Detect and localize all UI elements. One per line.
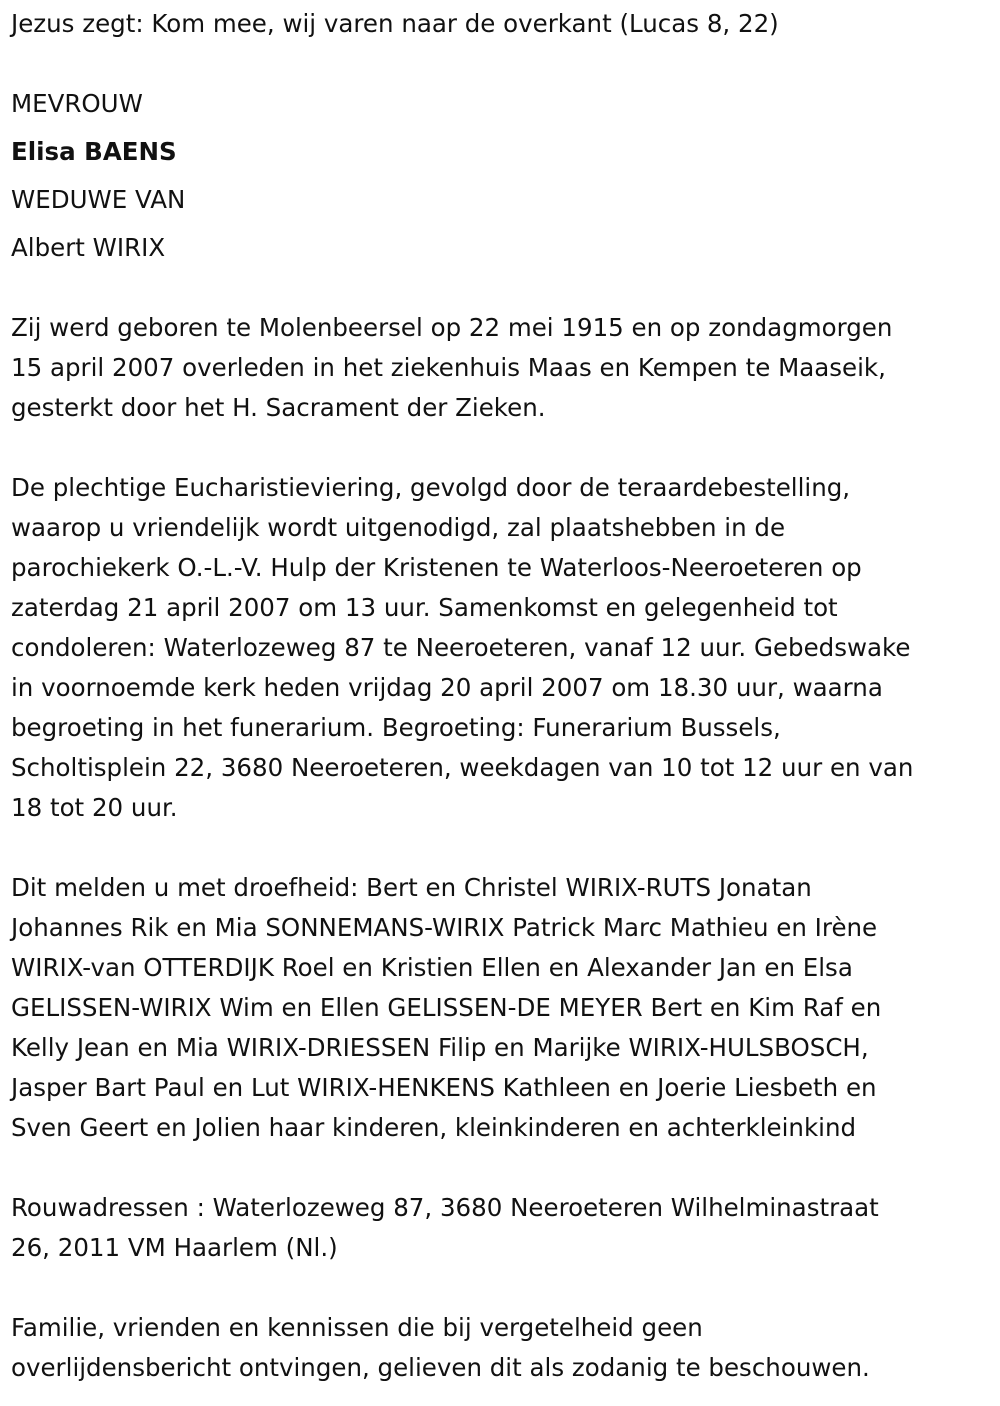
paragraph-line: parochiekerk O.-L.-V. Hulp der Kristenen te Waterloos-Neeroeteren op	[11, 553, 862, 582]
paragraph-line: WIRIX-van OTTERDIJK Roel en Kristien Ellen en Alexander Jan en Elsa	[11, 953, 853, 982]
paragraph-line: GELISSEN-WIRIX Wim en Ellen GELISSEN-DE MEYER Bert en Kim Raf en	[11, 993, 882, 1022]
paragraph-line: in voornoemde kerk heden vrijdag 20 april 2007 om 18.30 uur, waarna	[11, 673, 883, 702]
paragraph-line: Zij werd geboren te Molenbeersel op 22 mei 1915 en op zondagmorgen	[11, 313, 893, 342]
deceased-name: Elisa BAENS	[11, 137, 177, 166]
addresses-paragraph	[11, 1188, 986, 1268]
paragraph-line: waarop u vriendelijk wordt uitgenodigd, zal plaatshebben in de	[11, 513, 786, 542]
paragraph-line: Kelly Jean en Mia WIRIX-DRIESSEN Filip en Marijke WIRIX-HULSBOSCH,	[11, 1033, 869, 1062]
paragraph-line: 18 tot 20 uur.	[11, 793, 178, 822]
paragraph-line: zaterdag 21 april 2007 om 13 uur. Samenkomst en gelegenheid tot	[11, 593, 838, 622]
relation-label: WEDUWE VAN	[11, 185, 186, 214]
bible-quote: Jezus zegt: Kom mee, wij varen naar de overkant (Lucas 8, 22)	[11, 9, 779, 38]
paragraph-line: Sven Geert en Jolien haar kinderen, kleinkinderen en achterkleinkind	[11, 1113, 857, 1142]
ceremony-paragraph	[11, 468, 986, 828]
paragraph-line: Familie, vrienden en kennissen die bij vergetelheid geen	[11, 1313, 703, 1342]
spouse-name: Albert WIRIX	[11, 233, 166, 262]
paragraph-line: Dit melden u met droefheid: Bert en Christel WIRIX-RUTS Jonatan	[11, 873, 812, 902]
paragraph-line: begroeting in het funerarium. Begroeting: Funerarium Bussels,	[11, 713, 781, 742]
paragraph-line: 26, 2011 VM Haarlem (Nl.)	[11, 1233, 338, 1262]
paragraph-line: Jasper Bart Paul en Lut WIRIX-HENKENS Kathleen en Joerie Liesbeth en	[11, 1073, 877, 1102]
paragraph-line: Johannes Rik en Mia SONNEMANS-WIRIX Patrick Marc Mathieu en Irène	[11, 913, 878, 942]
family-paragraph	[11, 868, 986, 1148]
paragraph-line: 15 april 2007 overleden in het ziekenhuis Maas en Kempen te Maaseik,	[11, 353, 886, 382]
birth-death-paragraph	[11, 308, 986, 428]
honorific: MEVROUW	[11, 89, 143, 118]
paragraph-line: condoleren: Waterlozeweg 87 te Neeroeteren, vanaf 12 uur. Gebedswake	[11, 633, 911, 662]
paragraph-line: Scholtisplein 22, 3680 Neeroeteren, weekdagen van 10 tot 12 uur en van	[11, 753, 914, 782]
paragraph-line: Rouwadressen : Waterlozeweg 87, 3680 Neeroeteren Wilhelminastraat	[11, 1193, 879, 1222]
paragraph-line: De plechtige Eucharistieviering, gevolgd door de teraardebestelling,	[11, 473, 851, 502]
paragraph-line: overlijdensbericht ontvingen, gelieven dit als zodanig te beschouwen.	[11, 1353, 870, 1382]
paragraph-line: gesterkt door het H. Sacrament der Zieken.	[11, 393, 546, 422]
closing-paragraph	[11, 1308, 986, 1388]
